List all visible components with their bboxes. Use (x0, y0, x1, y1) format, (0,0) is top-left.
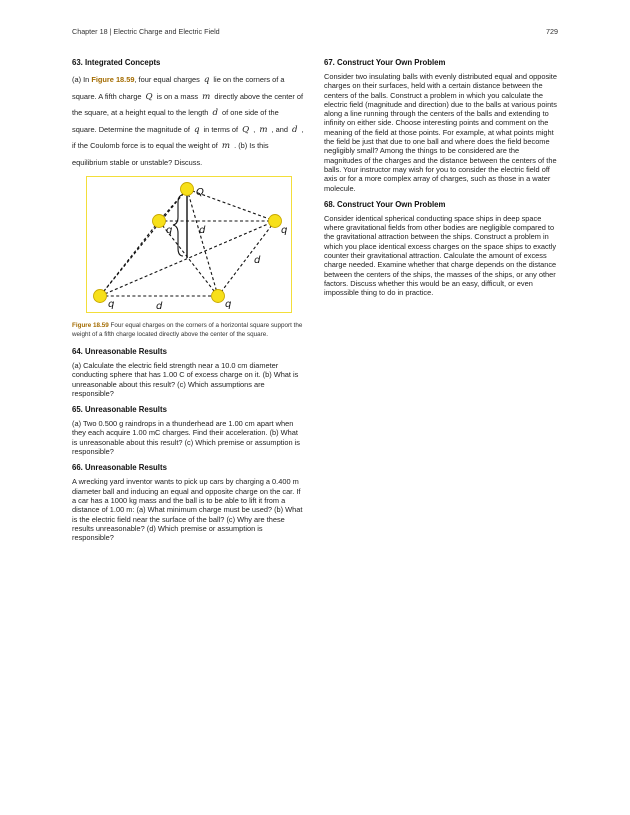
charge-q-left (153, 215, 166, 228)
figure-18-59 (86, 176, 292, 313)
figure-caption (72, 321, 304, 339)
problem-64-title: 64. Unreasonable Results (72, 347, 167, 356)
label-q-right: q (281, 225, 288, 236)
label-q-bottom-right: q (225, 299, 232, 310)
problem-67 (324, 58, 558, 193)
label-d-bottom: d (156, 301, 163, 311)
line-Q-bottom-left (100, 189, 187, 296)
page-number: 729 (546, 27, 558, 36)
problem-64-text: (a) Calculate the electric field strength near a 10.0 cm diameter conducting sphere that has 1.00 C of excess charge on it. (b) What is unreasonable about this result? (c) Which assumptions are responsible? (72, 361, 299, 398)
edge-left (100, 221, 159, 296)
charge-Q (181, 183, 194, 196)
problem-67-text: Consider two insulating balls with evenly distributed equal and opposite charges on their surfaces, held with a certain distance between the centers of the balls. Construct a problem in which you calculate the electric field (magnitude and direction) due to the balls at various points along a line running through the centers of the balls and extending to infinity on either side. Choose interesting points and comment on the meaning of the field at those points. For example, at what points might the field be just that due to one ball and where does the field become negligibly small? Among the things to be considered are the magnitudes of the charges and the distance between the centers of the balls. Your instructor may wish for you to consider the electric field off axis or for a more complex array of charges, such as those in a water molecule. (324, 72, 557, 193)
figure-18-59-link[interactable]: Figure 18.59 (91, 75, 135, 84)
label-Q: Q (196, 187, 204, 198)
problem-68-text: Consider identical spherical conducting space ships in deep space where gravitational fields from other bodies are negligible compared to the gravitational attraction between the ships. Construct a problem in which you place identical excess charges on the space ships to exactly counter their gravitational attraction. Calculate the amount of excess charge needed. Examine whether that charge depends on the distance between the centers of the ships, the masses of the ships, or any other factors. Discuss whether this would be an easy, difficult, or even impossible thing to do in practice. (324, 213, 557, 298)
page-header (72, 27, 558, 36)
figure-caption-text: Four equal charges on the corners of a horizontal square support the weight of a fifth charge located directly above the center of the square. (72, 322, 303, 338)
edge-right (218, 221, 275, 296)
left-column (72, 58, 304, 549)
problem-65 (72, 405, 304, 456)
line-Q-bottom-right (187, 189, 218, 296)
problem-66-text: A wrecking yard inventor wants to pick up cars by charging a 0.400 m diameter ball and inducing an equal and opposite charge on the car. If a car has a 1000 kg mass and the ball is to be able to lift it from a distance of 1.00 m: (a) What minimum charge must be used? (b) What is the electric field near the surface of the ball? (c) Why are these results unreasonable? (d) Which premise or assumption is responsible? (72, 477, 303, 543)
problem-66 (72, 463, 304, 542)
label-q-left: q (166, 225, 173, 236)
problem-68-title: 68. Construct Your Own Problem (324, 199, 446, 209)
label-q-bottom-left: q (108, 299, 115, 310)
charge-q-bottom-right (212, 290, 225, 303)
charge-q-right (269, 215, 282, 228)
problem-63-text: (a) In Figure 18.59, four equal charges q lie on the corners of a square. A fifth charge Q is on a mass m directly above the center of the square, at a height equal to the length d of one side of the square. Determine the magnitude of q in terms of Q , m , and d , if the Coulomb force is to equal the weight of m . (b) Is this equilibrium stable or unstable? Discuss. (72, 75, 304, 167)
right-column (324, 58, 558, 305)
problem-63 (72, 58, 304, 170)
problem-67-title: 67. Construct Your Own Problem (324, 58, 446, 67)
figure-caption-label: Figure 18.59 (72, 322, 109, 329)
charge-q-bottom-left (94, 290, 107, 303)
square-charges-diagram (87, 177, 290, 311)
label-d-vertical: d (199, 225, 206, 236)
problem-66-title: 66. Unreasonable Results (72, 463, 167, 473)
height-brace (173, 195, 183, 256)
problem-68 (324, 200, 558, 298)
problem-64 (72, 347, 304, 398)
problem-65-title: 65. Unreasonable Results (72, 405, 167, 415)
problem-65-text: (a) Two 0.500 g raindrops in a thunderhead are 1.00 cm apart when they each acquire 1.00 mC charges. Find their acceleration. (b) What is unreasonable about this result? (c) Which premise or assumption is responsible? (72, 419, 300, 457)
label-d-slant: d (254, 255, 261, 266)
problem-63-title: 63. Integrated Concepts (72, 58, 161, 67)
chapter-title: Chapter 18 | Electric Charge and Electric Field (72, 27, 220, 36)
